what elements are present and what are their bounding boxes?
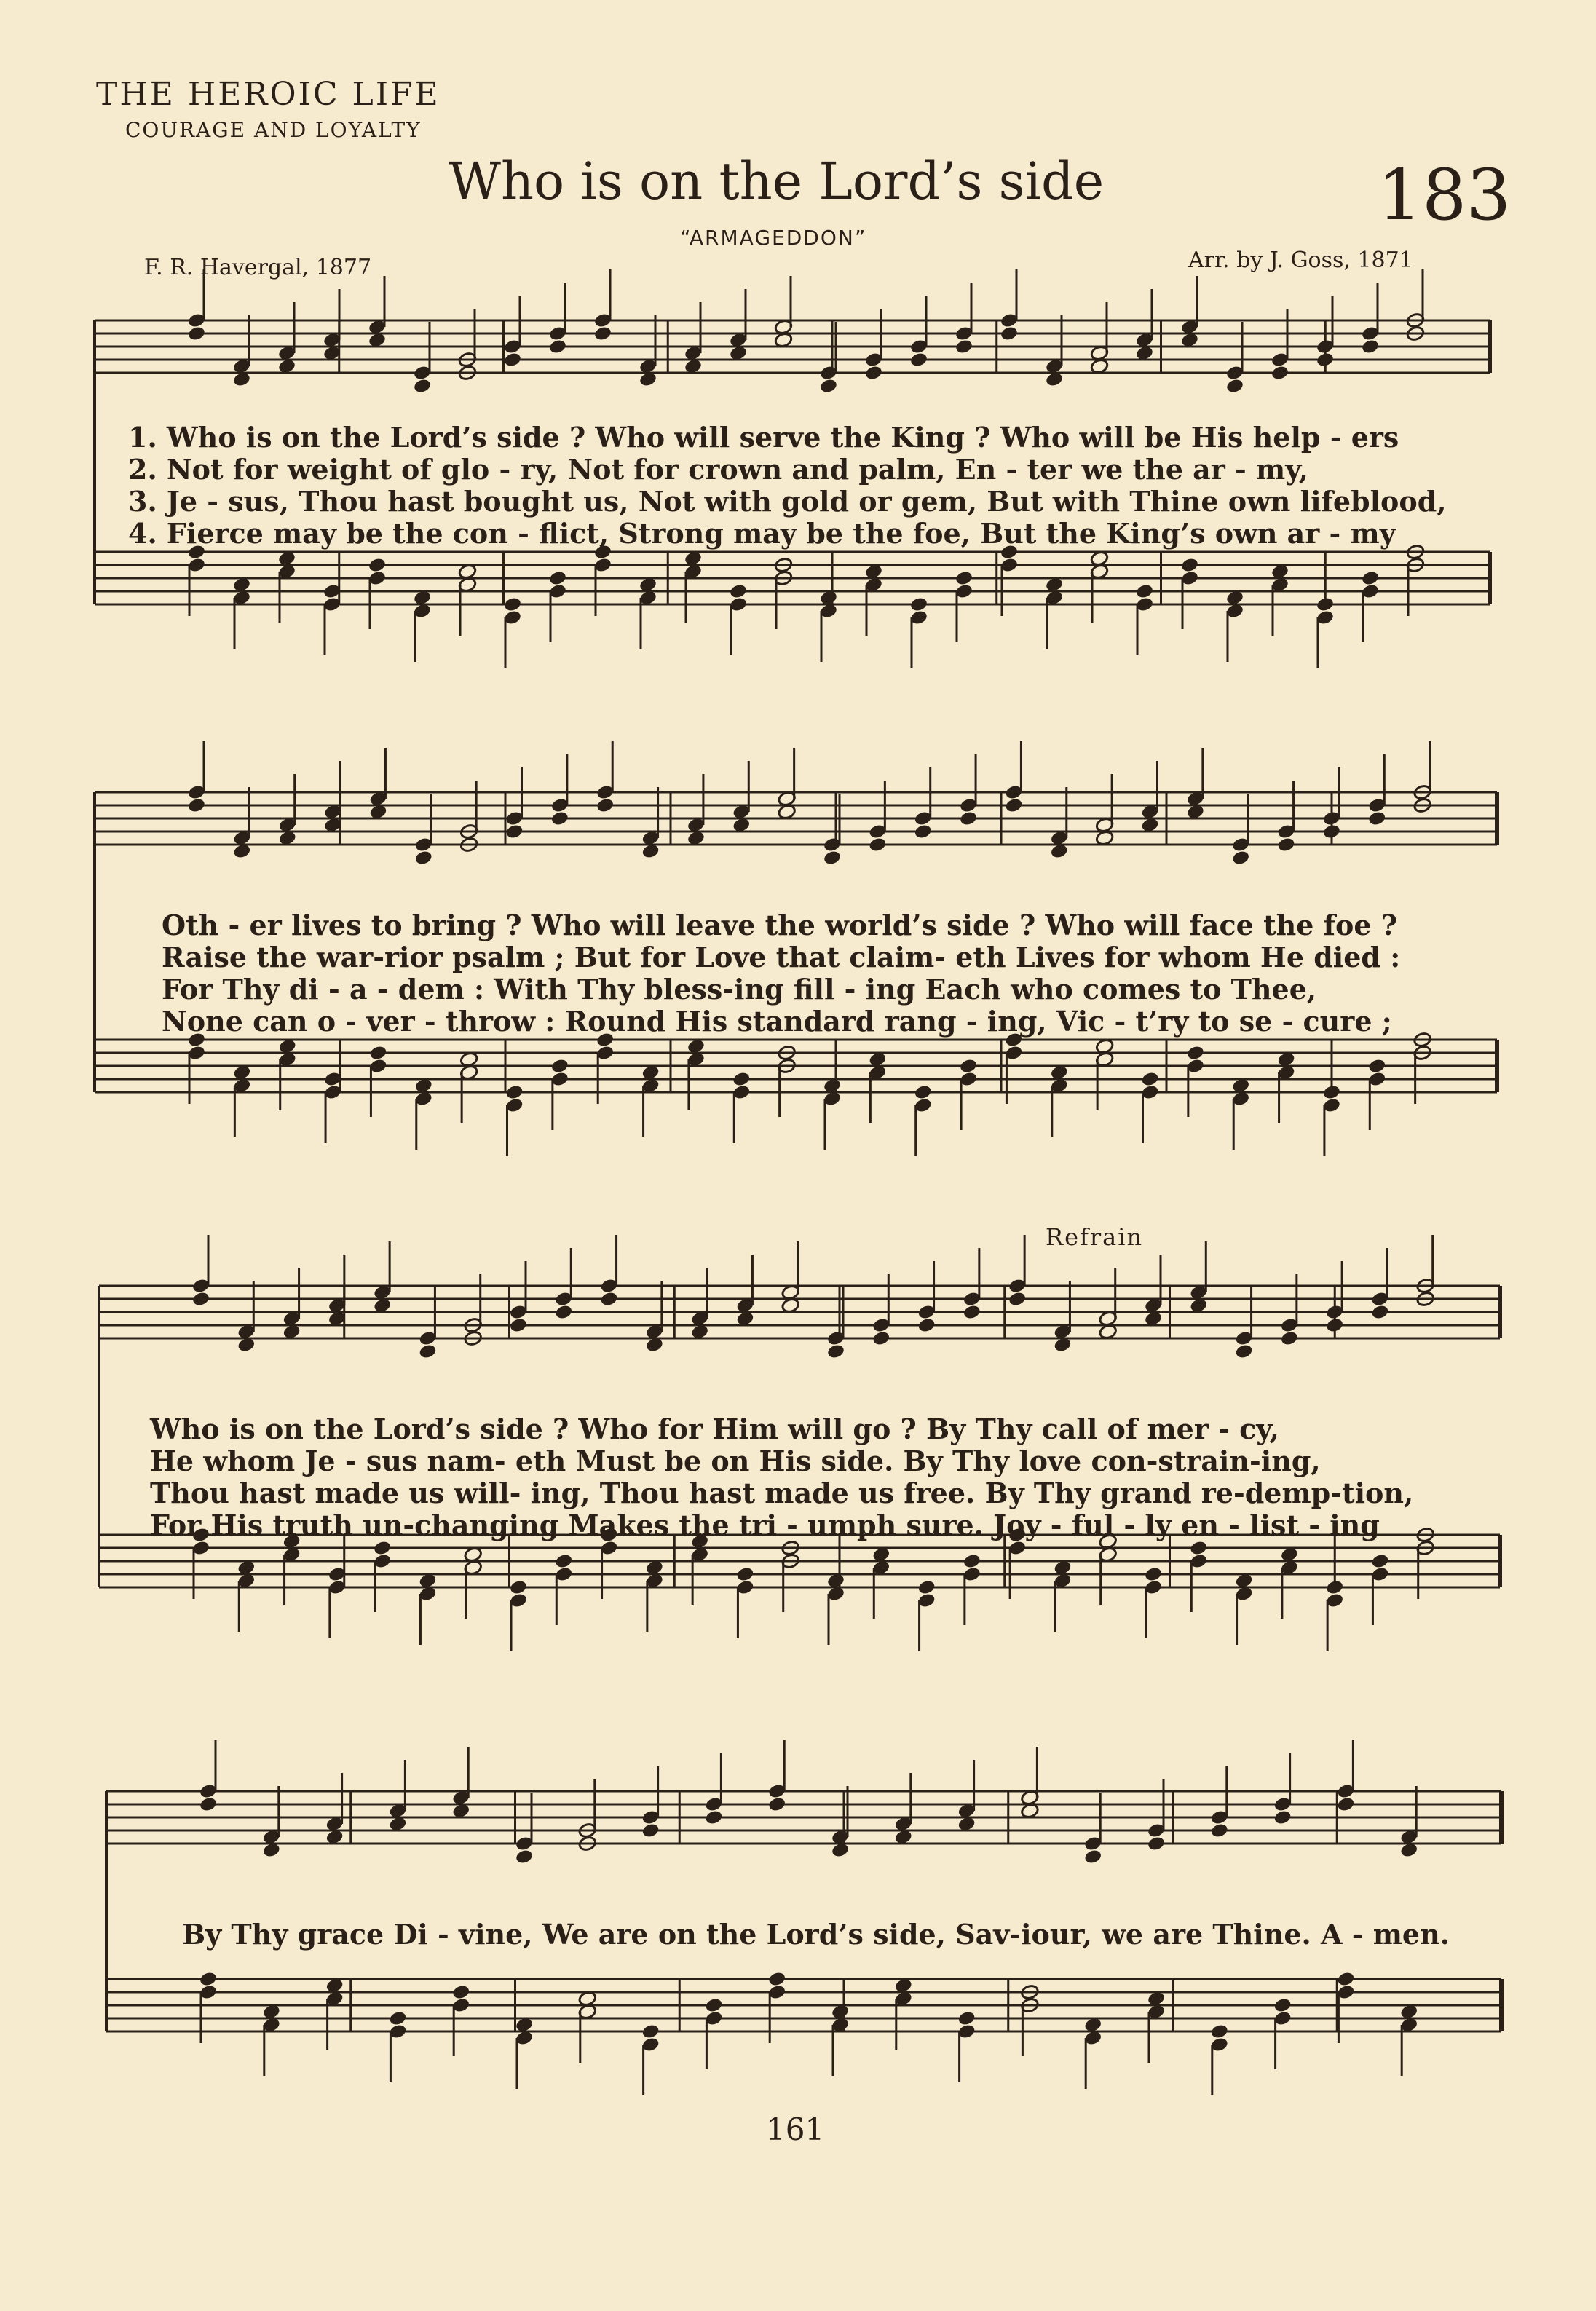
section-heading: THE HEROIC LIFE xyxy=(96,76,441,113)
hymn-title: Who is on the Lord’s side xyxy=(449,151,1105,211)
lyric-line: For Thy di - a - dem : With Thy bless-ing fill - ing Each who comes to Thee, xyxy=(162,973,1317,1006)
refrain-label: Refrain xyxy=(1046,1223,1144,1251)
author-credit: F. R. Havergal, 1877 xyxy=(144,255,372,280)
lyric-line: He whom Je - sus nam- eth Must be on His side. By Thy love con-strain-ing, xyxy=(150,1445,1321,1477)
page-number: 161 xyxy=(766,2111,825,2147)
lyric-line: 1. Who is on the Lord’s side ? Who will serve the King ? Who will be His help - ers xyxy=(128,421,1399,454)
lyric-line: None can o - ver - throw : Round His standard rang - ing, Vic - t’ry to se - cure ; xyxy=(162,1005,1392,1038)
lyric-line: Oth - er lives to bring ? Who will leave the world’s side ? Who will face the foe ? xyxy=(162,909,1398,941)
tune-name: “ARMAGEDDON” xyxy=(680,226,867,250)
lyric-line: 3. Je - sus, Thou hast bought us, Not with gold or gem, But with Thine own lifeblood, xyxy=(128,485,1447,518)
lyric-line: For His truth un-changing Makes the tri - umph sure. Joy - ful - ly en - list - ing xyxy=(150,1509,1380,1541)
lyric-line: 2. Not for weight of glo - ry, Not for crown and palm, En - ter we the ar - my, xyxy=(128,453,1308,486)
lyric-line: By Thy grace Di - vine, We are on the Lord’s side, Sav-iour, we are Thine. A - men. xyxy=(182,1918,1450,1951)
lyric-line: Who is on the Lord’s side ? Who for Him will go ? By Thy call of mer - cy, xyxy=(150,1413,1279,1445)
subsection-heading: COURAGE AND LOYALTY xyxy=(125,118,422,142)
lyric-line: Raise the war-rior psalm ; But for Love that claim- eth Lives for whom He died : xyxy=(162,941,1401,973)
lyric-line: Thou hast made us will- ing, Thou hast made us free. By Thy grand re-demp-tion, xyxy=(150,1477,1414,1509)
lyric-line: 4. Fierce may be the con - flict, Strong may be the foe, But the King’s own ar - my xyxy=(128,517,1396,550)
hymn-number: 183 xyxy=(1378,154,1512,236)
arranger-credit: Arr. by J. Goss, 1871 xyxy=(1188,248,1413,273)
